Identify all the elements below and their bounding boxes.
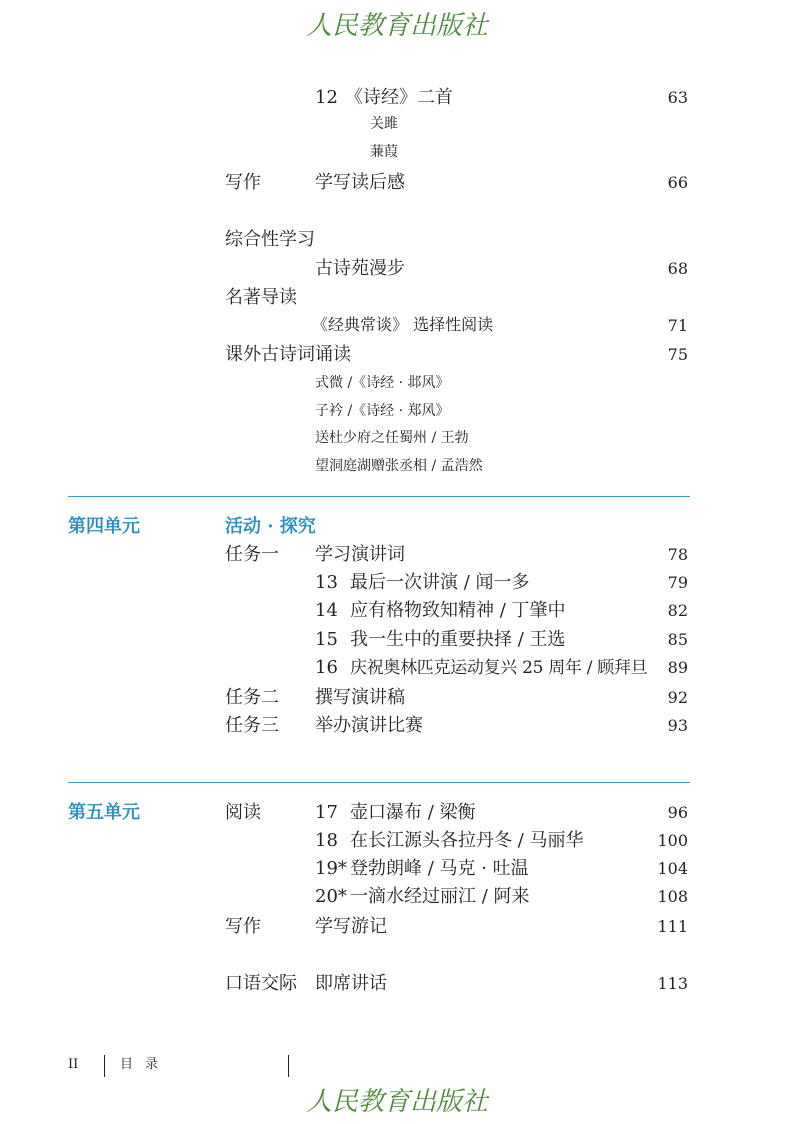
publisher-logo-text: 人民教育出版社 (305, 11, 489, 41)
oral-title[interactable]: 即席讲话 (315, 973, 387, 994)
publisher-logo-text: 人民教育出版社 (305, 1087, 489, 1117)
task-2-title[interactable]: 撰写演讲稿 (315, 687, 405, 708)
lesson-title[interactable]: 最后一次讲演 / 闻一多 (350, 572, 530, 593)
comprehensive-page: 68 (667, 259, 688, 278)
classics-guide-label: 名著导读 (225, 287, 297, 308)
comprehensive-label: 综合性学习 (225, 229, 315, 250)
footer-divider (288, 1055, 289, 1077)
unit-5-writing-label: 写作 (225, 916, 261, 937)
lesson-page: 100 (657, 831, 688, 850)
lesson-number: 14 (315, 600, 338, 621)
publisher-logo-top (286, 4, 508, 44)
comprehensive-title[interactable]: 古诗苑漫步 (315, 258, 405, 279)
lesson-12-number: 12 (315, 87, 338, 108)
lesson-number: 18 (315, 830, 338, 851)
lesson-number: 17 (315, 802, 338, 823)
lesson-number: 19* (315, 858, 347, 879)
section-divider (68, 782, 690, 783)
lesson-title[interactable]: 壶口瀑布 / 梁衡 (350, 802, 476, 823)
unit-5-label: 第五单元 (68, 802, 140, 823)
lesson-title[interactable]: 我一生中的重要抉择 / 王选 (350, 629, 566, 650)
footer-page-number: II (68, 1057, 79, 1072)
writing-page: 66 (667, 173, 688, 192)
lesson-page: 108 (657, 887, 688, 906)
extra-poem-item[interactable]: 式微 /《诗经 · 邶风》 (315, 375, 450, 391)
section-divider (68, 496, 690, 497)
lesson-page: 104 (657, 859, 688, 878)
oral-page: 113 (657, 974, 688, 993)
lesson-title[interactable]: 庆祝奥林匹克运动复兴 25 周年 / 顾拜旦 (350, 658, 648, 678)
extra-poems-label[interactable]: 课外古诗词诵读 (225, 344, 351, 365)
lesson-title[interactable]: 应有格物致知精神 / 丁肇中 (350, 600, 566, 621)
task-1-label: 任务一 (225, 544, 279, 565)
footer-divider (104, 1055, 105, 1077)
task-1-page: 78 (667, 545, 688, 564)
unit-4-heading[interactable]: 活动 · 探究 (225, 516, 316, 537)
task-1-title[interactable]: 学习演讲词 (315, 544, 405, 565)
task-2-page: 92 (667, 688, 688, 707)
lesson-page: 96 (667, 803, 688, 822)
unit-5-writing-page: 111 (657, 917, 688, 936)
task-3-title[interactable]: 举办演讲比赛 (315, 715, 423, 736)
unit-5-reading-label: 阅读 (225, 802, 261, 823)
lesson-page: 85 (667, 630, 688, 649)
extra-poem-item[interactable]: 送杜少府之任蜀州 / 王勃 (315, 430, 469, 446)
lesson-number: 15 (315, 629, 338, 650)
extra-poems-page: 75 (667, 345, 688, 364)
lesson-number: 16 (315, 657, 338, 678)
publisher-logo-bottom (286, 1080, 508, 1120)
classics-guide-page: 71 (667, 316, 688, 335)
lesson-12-title[interactable]: 《诗经》二首 (345, 87, 453, 108)
writing-title[interactable]: 学写读后感 (315, 172, 405, 193)
task-2-label: 任务二 (225, 687, 279, 708)
lesson-title[interactable]: 在长江源头各拉丹冬 / 马丽华 (350, 830, 584, 851)
lesson-page: 82 (667, 601, 688, 620)
extra-poem-item[interactable]: 子衿 /《诗经 · 郑风》 (315, 403, 450, 419)
lesson-12-sub-2[interactable]: 蒹葭 (370, 144, 398, 160)
lesson-number: 13 (315, 572, 338, 593)
extra-poem-item[interactable]: 望洞庭湖赠张丞相 / 孟浩然 (315, 458, 483, 474)
lesson-12-sub-1[interactable]: 关雎 (370, 116, 398, 132)
oral-label: 口语交际 (225, 973, 297, 994)
lesson-page: 89 (667, 658, 688, 677)
writing-label: 写作 (225, 172, 261, 193)
publisher-logo-svg (286, 4, 508, 44)
lesson-number: 20* (315, 886, 347, 907)
publisher-logo-svg (286, 1080, 508, 1120)
unit-4-label: 第四单元 (68, 516, 140, 537)
lesson-title[interactable]: 登勃朗峰 / 马克 · 吐温 (350, 858, 529, 879)
unit-5-writing-title[interactable]: 学写游记 (315, 916, 387, 937)
footer-section-title: 目 录 (120, 1057, 163, 1072)
lesson-title[interactable]: 一滴水经过丽江 / 阿来 (350, 886, 530, 907)
lesson-12-page: 63 (667, 88, 688, 107)
task-3-page: 93 (667, 716, 688, 735)
lesson-page: 79 (667, 573, 688, 592)
task-3-label: 任务三 (225, 715, 279, 736)
classics-guide-title[interactable]: 《经典常谈》 选择性阅读 (312, 315, 494, 334)
